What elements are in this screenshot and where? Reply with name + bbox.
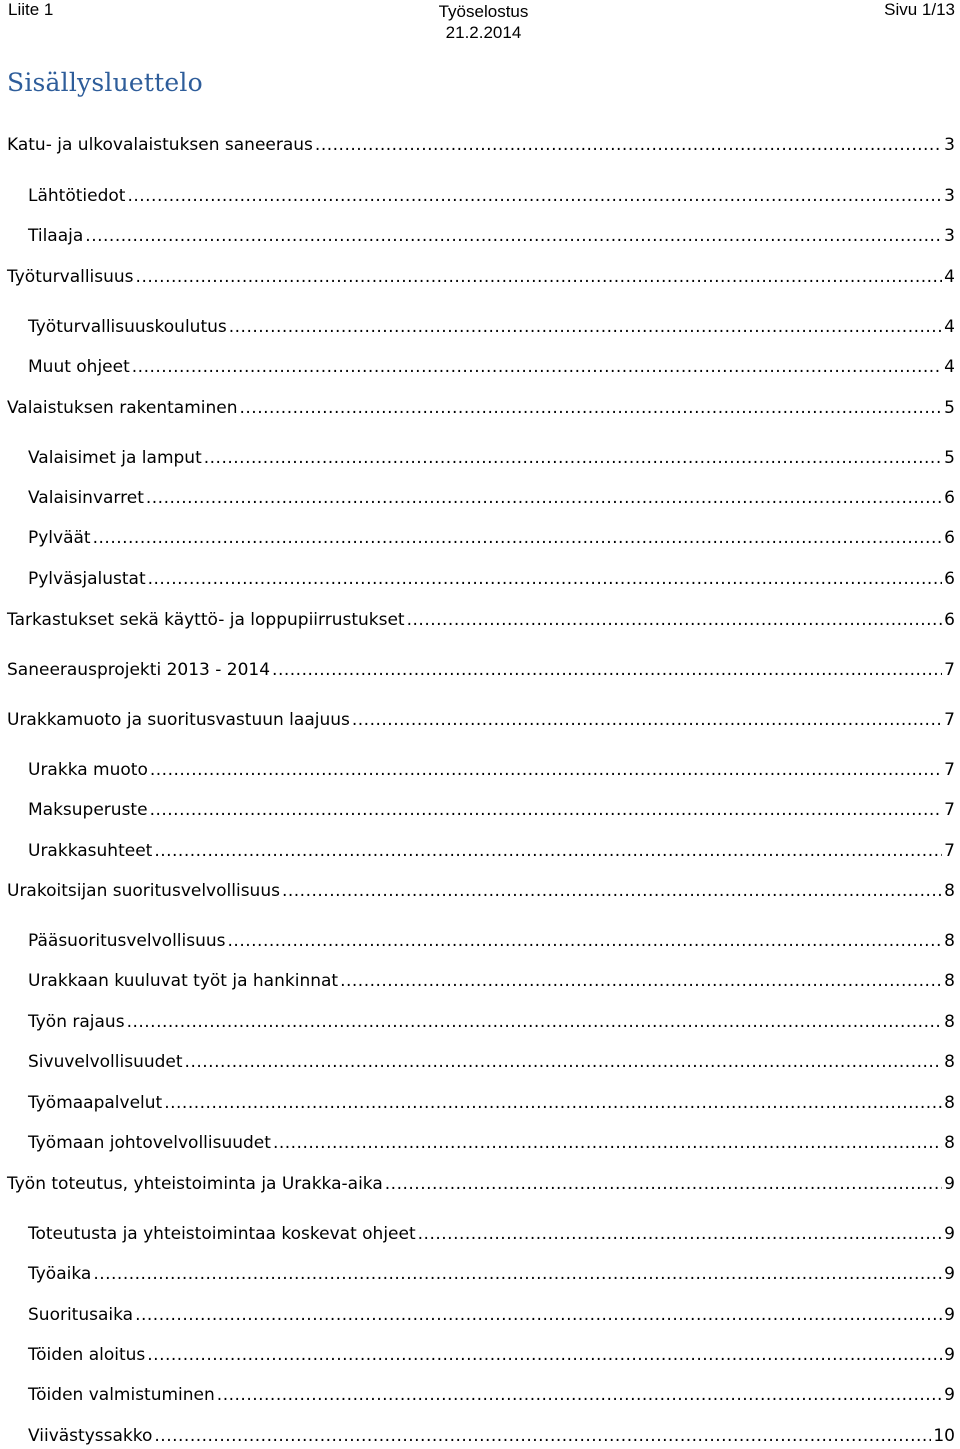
dot-leader: [164, 1092, 942, 1114]
toc-entry-label: Muut ohjeet: [28, 357, 130, 377]
dot-leader: [228, 930, 943, 952]
toc-entry-page: 6: [944, 610, 955, 630]
toc-entry[interactable]: [7, 609, 955, 631]
toc-entry-label: Tarkastukset sekä käyttö- ja loppupiirrustukset: [7, 610, 405, 630]
toc-entry-page: 8: [944, 1052, 955, 1072]
toc-entry[interactable]: [7, 266, 955, 288]
dot-leader: [93, 527, 943, 549]
toc-entry[interactable]: [28, 970, 955, 992]
dot-leader: [150, 799, 943, 821]
toc-entry-label: Työmaan johtovelvollisuudet: [28, 1133, 271, 1153]
toc-entry-label: Valaistuksen rakentaminen: [7, 398, 238, 418]
toc-entry[interactable]: [28, 185, 955, 207]
dot-leader: [385, 1173, 942, 1195]
toc-entry[interactable]: [28, 1304, 955, 1326]
toc-entry[interactable]: [28, 1425, 955, 1447]
toc-entry-page: 9: [944, 1264, 955, 1284]
toc-entry-page: 8: [944, 881, 955, 901]
dot-leader: [150, 759, 942, 781]
toc-entry-page: 7: [944, 710, 955, 730]
toc-entry-page: 8: [944, 971, 955, 991]
toc-entry-page: 8: [944, 1133, 955, 1153]
toc-entry-page: 3: [944, 226, 955, 246]
toc-entry[interactable]: [7, 397, 955, 419]
toc-entry-label: Tilaaja: [28, 226, 84, 246]
toc-entry-page: 6: [944, 488, 955, 508]
dot-leader: [132, 356, 942, 378]
toc-entry[interactable]: [7, 659, 955, 681]
dot-leader: [127, 1011, 943, 1033]
dot-leader: [136, 266, 943, 288]
toc-title: Sisällysluettelo: [7, 68, 203, 97]
toc-entry-page: 5: [944, 448, 955, 468]
toc-entry[interactable]: [28, 1384, 955, 1406]
toc-entry-page: 7: [944, 760, 955, 780]
dot-leader: [146, 487, 942, 509]
toc-entry-page: 9: [944, 1305, 955, 1325]
dot-leader: [185, 1051, 943, 1073]
dot-leader: [93, 1263, 942, 1285]
dot-leader: [315, 134, 942, 156]
toc-entry[interactable]: [7, 134, 955, 156]
toc-entry-page: 6: [944, 569, 955, 589]
toc-entry-page: 4: [944, 317, 955, 337]
header-date: 21.2.2014: [445, 23, 522, 42]
toc-entry-page: 5: [944, 398, 955, 418]
toc-entry[interactable]: [28, 527, 955, 549]
toc-entry[interactable]: [7, 880, 955, 902]
toc-entry[interactable]: [28, 316, 955, 338]
toc-entry[interactable]: [28, 1011, 955, 1033]
dot-leader: [272, 659, 942, 681]
toc-entry-label: Viivästyssakko: [28, 1426, 153, 1446]
toc-entry[interactable]: [28, 1132, 955, 1154]
toc-entry-label: Töiden aloitus: [28, 1345, 146, 1365]
dot-leader: [154, 1425, 931, 1447]
dot-leader: [217, 1384, 942, 1406]
toc-entry-label: Työn rajaus: [28, 1012, 125, 1032]
dot-leader: [239, 397, 942, 419]
dot-leader: [273, 1132, 942, 1154]
dot-leader: [407, 609, 943, 631]
toc-entry-label: Työaika: [28, 1264, 92, 1284]
toc-entry-page: 3: [944, 186, 955, 206]
toc-entry-label: Pylväsjalustat: [28, 569, 146, 589]
header-attachment-label: Liite 1: [8, 0, 54, 19]
toc-entry-label: Urakka muoto: [28, 760, 148, 780]
toc-entry-label: Maksuperuste: [28, 800, 148, 820]
dot-leader: [147, 1344, 942, 1366]
toc-entry[interactable]: [28, 1263, 955, 1285]
toc-entry-label: Urakkasuhteet: [28, 841, 153, 861]
toc-entry[interactable]: [28, 799, 955, 821]
toc-entry-label: Työturvallisuuskoulutus: [28, 317, 227, 337]
toc-entry[interactable]: [28, 930, 955, 952]
toc-entry-page: 9: [944, 1174, 955, 1194]
toc-entry[interactable]: [28, 759, 955, 781]
toc-entry-page: 7: [944, 660, 955, 680]
dot-leader: [85, 225, 942, 247]
toc-entry-label: Pääsuoritusvelvollisuus: [28, 931, 226, 951]
toc-entry-label: Töiden valmistuminen: [28, 1385, 215, 1405]
toc-entry-label: Katu- ja ulkovalaistuksen saneeraus: [7, 135, 313, 155]
toc-entry[interactable]: [28, 840, 955, 862]
dot-leader: [352, 709, 942, 731]
toc-entry-page: 4: [944, 267, 955, 287]
toc-entry[interactable]: [28, 356, 955, 378]
toc-entry[interactable]: [7, 709, 955, 731]
toc-entry-label: Urakkaan kuuluvat työt ja hankinnat: [28, 971, 339, 991]
toc-entry-page: 9: [944, 1385, 955, 1405]
toc-entry-page: 8: [944, 931, 955, 951]
toc-entry-label: Pylväät: [28, 528, 91, 548]
toc-entry-label: Suoritusaika: [28, 1305, 134, 1325]
dot-leader: [204, 447, 942, 469]
toc-entry-page: 6: [944, 528, 955, 548]
toc-entry-page: 8: [944, 1093, 955, 1113]
dot-leader: [154, 840, 942, 862]
toc-entry[interactable]: [28, 1092, 955, 1114]
toc-entry-page: 4: [944, 357, 955, 377]
toc-entry-label: Toteutusta ja yhteistoimintaa koskevat ohjeet: [28, 1224, 416, 1244]
toc-entry-label: Sivuvelvollisuudet: [28, 1052, 183, 1072]
toc-entry-page: 3: [944, 135, 955, 155]
header-page-number: Sivu 1/13: [884, 0, 955, 19]
toc-entry-page: 8: [944, 1012, 955, 1032]
toc-entry[interactable]: [28, 1223, 955, 1245]
toc-entry[interactable]: [7, 1173, 955, 1195]
toc-entry-label: Valaisinvarret: [28, 488, 144, 508]
header-title: Työselostus: [438, 2, 529, 21]
toc-entry-label: Urakoitsijan suoritusvelvollisuus: [7, 881, 280, 901]
toc-entry[interactable]: [28, 1344, 955, 1366]
toc-entry[interactable]: [28, 487, 955, 509]
toc-entry[interactable]: [28, 568, 955, 590]
dot-leader: [340, 970, 942, 992]
dot-leader: [127, 185, 942, 207]
toc-entry-label: Lähtötiedot: [28, 186, 126, 206]
toc-entry-label: Työmaapalvelut: [28, 1093, 163, 1113]
toc-entry[interactable]: [28, 1051, 955, 1073]
dot-leader: [418, 1223, 943, 1245]
toc-entry-label: Valaisimet ja lamput: [28, 448, 202, 468]
toc-entry[interactable]: [28, 225, 955, 247]
toc-entry-label: Työn toteutus, yhteistoiminta ja Urakka-aika: [7, 1174, 383, 1194]
toc-entry-page: 7: [944, 800, 955, 820]
dot-leader: [148, 568, 943, 590]
dot-leader: [135, 1304, 942, 1326]
toc-entry-page: 10: [933, 1426, 955, 1446]
toc-entry-page: 7: [944, 841, 955, 861]
dot-leader: [282, 880, 942, 902]
toc-entry-page: 9: [944, 1224, 955, 1244]
toc-entry-label: Saneerausprojekti 2013 - 2014: [7, 660, 271, 680]
dot-leader: [229, 316, 942, 338]
toc-entry-label: Työturvallisuus: [7, 267, 134, 287]
toc-entry[interactable]: [28, 447, 955, 469]
toc-entry-label: Urakkamuoto ja suoritusvastuun laajuus: [7, 710, 350, 730]
toc-entry-page: 9: [944, 1345, 955, 1365]
